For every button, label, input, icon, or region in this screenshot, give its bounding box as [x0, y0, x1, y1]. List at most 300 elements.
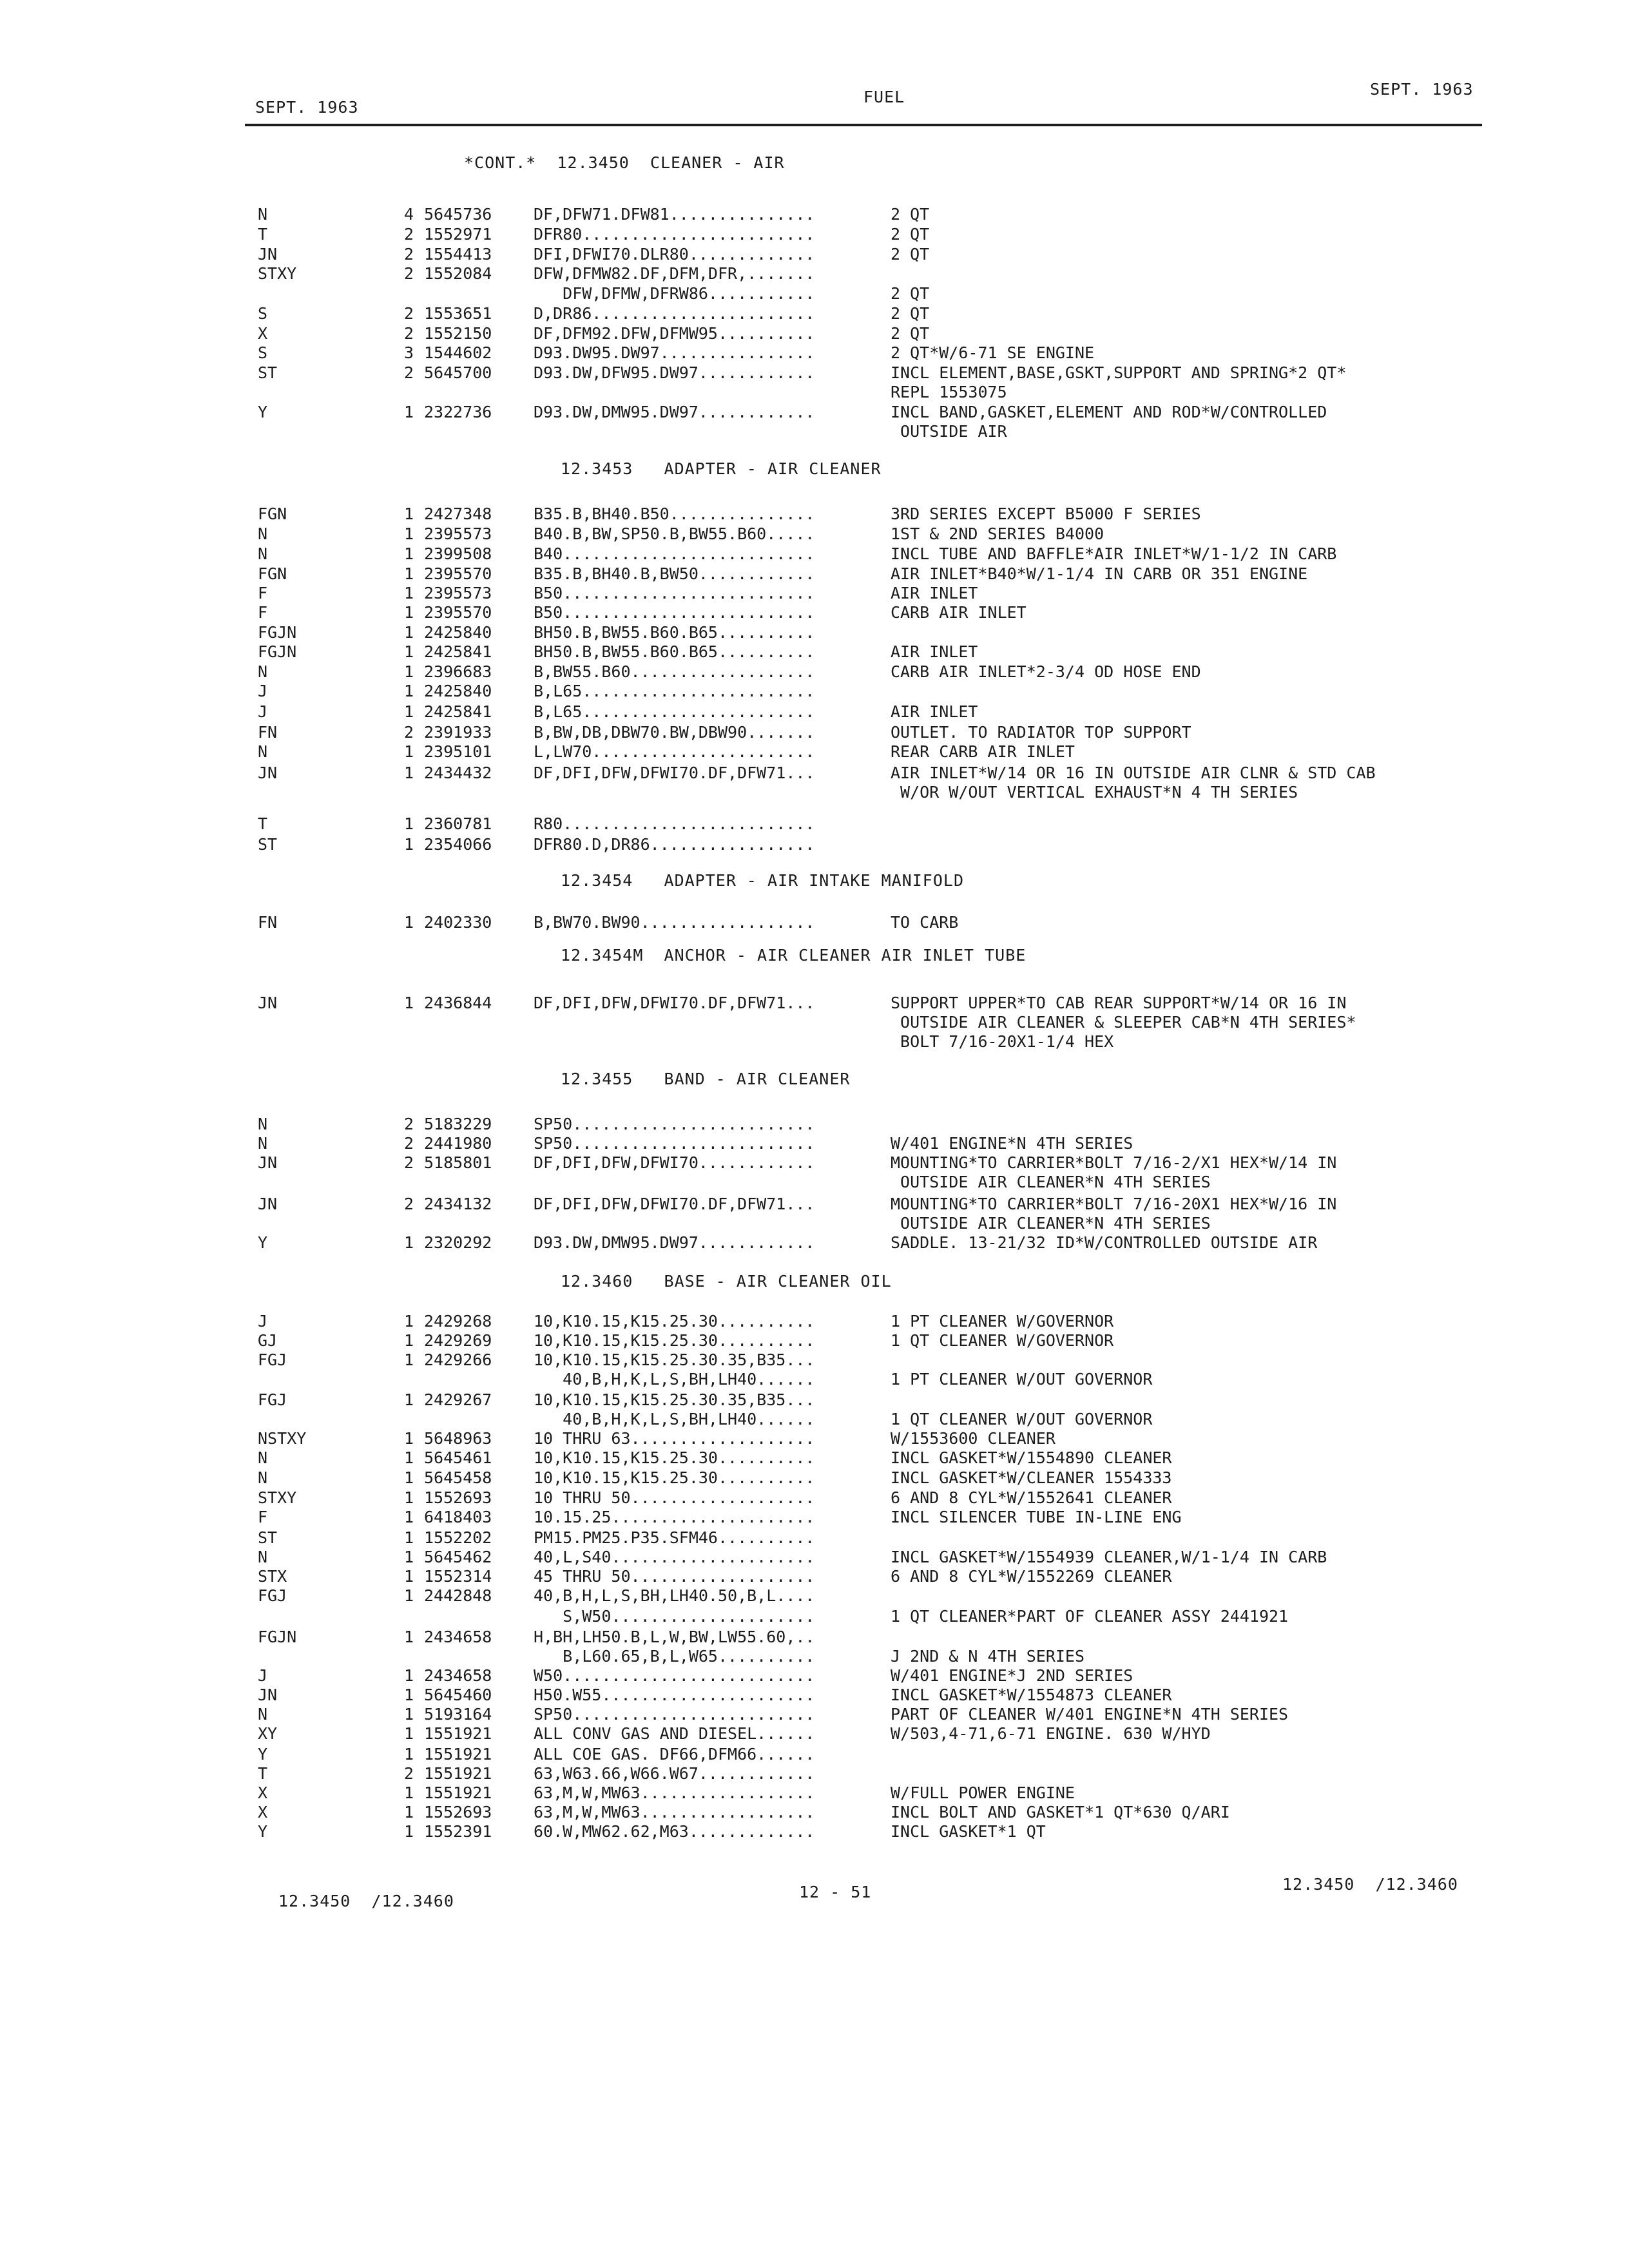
quantity: 1: [403, 603, 414, 622]
table-row: [258, 702, 1508, 722]
application: D93.DW95.DW97................: [534, 343, 815, 362]
model-code: FGJN: [258, 623, 297, 642]
application: 10,K10.15,K15.25.30..........: [534, 1448, 815, 1467]
quantity: 2: [403, 245, 414, 264]
model-code: FN: [258, 913, 278, 932]
remark: 6 AND 8 CYL*W/1552269 CLEANER: [891, 1567, 1172, 1586]
model-code: N: [258, 1468, 268, 1487]
part-number: 2425841: [424, 702, 492, 721]
part-number: 2434658: [424, 1666, 492, 1685]
part-number: 5645462: [424, 1548, 492, 1566]
part-number: 2436844: [424, 994, 492, 1012]
application: 10,K10.15,K15.25.30.35,B35...: [534, 1390, 815, 1409]
section-heading: 12.3454 ADAPTER - AIR INTAKE MANIFOLD: [561, 871, 964, 890]
remark: 2 QT*W/6-71 SE ENGINE: [891, 343, 1095, 362]
header-title: FUEL: [863, 88, 905, 106]
table-row: [258, 764, 1508, 783]
quantity: 1: [403, 1803, 414, 1821]
footer-right: 12.3450 /12.3460: [1282, 1875, 1458, 1894]
table-row: [258, 814, 1508, 834]
part-number: 1552084: [424, 264, 492, 283]
model-code: FGN: [258, 564, 287, 583]
table-row: [258, 544, 1508, 564]
quantity: 1: [403, 1548, 414, 1566]
table-row: [258, 505, 1508, 524]
part-number: 2395570: [424, 564, 492, 583]
table-row: [258, 1468, 1508, 1488]
remark: SADDLE. 13-21/32 ID*W/CONTROLLED OUTSIDE AIR: [891, 1233, 1318, 1252]
remark: INCL GASKET*W/CLEANER 1554333: [891, 1468, 1172, 1487]
quantity: 1: [403, 564, 414, 583]
application: D93.DW,DMW95.DW97............: [534, 403, 815, 421]
remark: SUPPORT UPPER*TO CAB REAR SUPPORT*W/14 OR 16 IN: [891, 994, 1347, 1012]
quantity: 1: [403, 662, 414, 681]
part-number: 2395573: [424, 524, 492, 543]
remark: W/401 ENGINE*N 4TH SERIES: [891, 1134, 1133, 1153]
application: BH50.B,BW55.B60.B65..........: [534, 642, 815, 661]
application: ALL CONV GAS AND DIESEL......: [534, 1724, 815, 1743]
model-code: N: [258, 544, 268, 563]
remark: OUTSIDE AIR: [891, 422, 1007, 441]
model-code: N: [258, 1548, 268, 1566]
application: B,L65........................: [534, 682, 815, 700]
application: DF,DFW71.DFW81...............: [534, 205, 815, 224]
table-row: [258, 403, 1508, 422]
table-row: [258, 723, 1508, 742]
table-row: [258, 642, 1508, 662]
model-code: FGJN: [258, 642, 297, 661]
table-row: [258, 1153, 1508, 1173]
application: 10,K10.15,K15.25.30..........: [534, 1331, 815, 1350]
table-row: [258, 1370, 1508, 1389]
table-row: [258, 584, 1508, 603]
table-row: [258, 783, 1508, 802]
model-code: T: [258, 814, 268, 833]
model-code: XY: [258, 1724, 278, 1743]
part-number: 6418403: [424, 1508, 492, 1526]
model-code: FGJ: [258, 1390, 287, 1409]
quantity: 1: [403, 505, 414, 523]
footer-left: 12.3450 /12.3460: [278, 1892, 454, 1910]
part-number: 2391933: [424, 723, 492, 742]
table-row: [258, 524, 1508, 544]
part-number: 2425840: [424, 682, 492, 700]
table-row: [258, 742, 1508, 762]
part-number: 5185801: [424, 1153, 492, 1172]
application: SP50.........................: [534, 1115, 815, 1133]
application: B50..........................: [534, 603, 815, 622]
application: 10,K10.15,K15.25.30..........: [534, 1312, 815, 1331]
table-row: [258, 1686, 1508, 1705]
table-row: [258, 264, 1508, 284]
part-number: 2320292: [424, 1233, 492, 1252]
table-row: [258, 1548, 1508, 1567]
table-row: [258, 1233, 1508, 1253]
table-row: [258, 1666, 1508, 1686]
quantity: 1: [403, 1586, 414, 1605]
model-code: N: [258, 742, 268, 761]
model-code: ST: [258, 835, 278, 854]
part-number: 2434132: [424, 1195, 492, 1213]
table-row: [258, 1567, 1508, 1586]
table-row: [258, 994, 1508, 1013]
part-number: 2402330: [424, 913, 492, 932]
application: D93.DW,DFW95.DW97............: [534, 363, 815, 382]
table-row: [258, 1448, 1508, 1468]
quantity: 1: [403, 642, 414, 661]
quantity: 1: [403, 742, 414, 761]
model-code: FGJN: [258, 1628, 297, 1646]
part-number: 1552391: [424, 1822, 492, 1841]
model-code: JN: [258, 1686, 278, 1704]
quantity: 2: [403, 304, 414, 323]
remark: W/OR W/OUT VERTICAL EXHAUST*N 4 TH SERIES: [891, 783, 1298, 802]
model-code: ST: [258, 363, 278, 382]
model-code: FGN: [258, 505, 287, 523]
table-row: [258, 1214, 1508, 1233]
application: DF,DFI,DFW,DFWI70.DF,DFW71...: [534, 1195, 815, 1213]
application: H,BH,LH50.B,L,W,BW,LW55.60,..: [534, 1628, 815, 1646]
quantity: 1: [403, 1705, 414, 1724]
quantity: 1: [403, 1488, 414, 1507]
remark: W/503,4-71,6-71 ENGINE. 630 W/HYD: [891, 1724, 1211, 1743]
application: 40,B,H,L,S,BH,LH40.50,B,L....: [534, 1586, 815, 1605]
part-number: 5645461: [424, 1448, 492, 1467]
model-code: N: [258, 1705, 268, 1724]
table-row: [258, 1032, 1508, 1052]
model-code: ST: [258, 1528, 278, 1547]
application: 45 THRU 50...................: [534, 1567, 815, 1586]
quantity: 4: [403, 205, 414, 224]
model-code: T: [258, 225, 268, 244]
model-code: JN: [258, 1195, 278, 1213]
application: DFI,DFWI70.DLR80.............: [534, 245, 815, 264]
table-row: [258, 343, 1508, 363]
table-row: [258, 1607, 1508, 1626]
quantity: 3: [403, 343, 414, 362]
application: SP50.........................: [534, 1134, 815, 1153]
part-number: 1552150: [424, 324, 492, 343]
application: SP50.........................: [534, 1705, 815, 1724]
remark: W/401 ENGINE*J 2ND SERIES: [891, 1666, 1133, 1685]
model-code: JN: [258, 994, 278, 1012]
part-number: 1551921: [424, 1783, 492, 1802]
table-row: [258, 1173, 1508, 1192]
quantity: 2: [403, 1115, 414, 1133]
part-number: 1551921: [424, 1764, 492, 1783]
application: L,LW70.......................: [534, 742, 815, 761]
application: B35.B,BH40.B50...............: [534, 505, 815, 523]
quantity: 1: [403, 1686, 414, 1704]
part-number: 1552314: [424, 1567, 492, 1586]
application: B50..........................: [534, 584, 815, 602]
table-row: [258, 913, 1508, 932]
quantity: 1: [403, 1724, 414, 1743]
model-code: T: [258, 1764, 268, 1783]
application: B40.B,BW,SP50.B,BW55.B60.....: [534, 524, 815, 543]
header-right-date: SEPT. 1963: [1370, 80, 1474, 99]
quantity: 2: [403, 225, 414, 244]
quantity: 1: [403, 682, 414, 700]
remark: AIR INLET: [891, 584, 978, 602]
application: B,L60.65,B,L,W65..........: [534, 1647, 815, 1666]
model-code: JN: [258, 764, 278, 782]
application: DF,DFI,DFW,DFWI70.DF,DFW71...: [534, 764, 815, 782]
quantity: 2: [403, 1153, 414, 1172]
application: DF,DFI,DFW,DFWI70............: [534, 1153, 815, 1172]
part-number: 2425840: [424, 623, 492, 642]
application: DFR80........................: [534, 225, 815, 244]
part-number: 2360781: [424, 814, 492, 833]
quantity: 1: [403, 1331, 414, 1350]
table-row: [258, 564, 1508, 584]
part-number: 1552202: [424, 1528, 492, 1547]
part-number: 5193164: [424, 1705, 492, 1724]
quantity: 1: [403, 1468, 414, 1487]
model-code: FGJ: [258, 1350, 287, 1369]
quantity: 1: [403, 1390, 414, 1409]
application: DF,DFM92.DFW,DFMW95..........: [534, 324, 815, 343]
application: 40,B,H,K,L,S,BH,LH40......: [534, 1410, 815, 1428]
section-heading: 12.3454M ANCHOR - AIR CLEANER AIR INLET TUBE: [561, 946, 1027, 965]
quantity: 2: [403, 324, 414, 343]
table-row: [258, 225, 1508, 244]
model-code: JN: [258, 1153, 278, 1172]
application: 63,M,W,MW63..................: [534, 1803, 815, 1821]
remark: 2 QT: [891, 205, 930, 224]
model-code: X: [258, 1783, 268, 1802]
application: B40..........................: [534, 544, 815, 563]
remark: 1 QT CLEANER W/OUT GOVERNOR: [891, 1410, 1153, 1428]
application: BH50.B,BW55.B60.B65..........: [534, 623, 815, 642]
part-number: 2429266: [424, 1350, 492, 1369]
model-code: N: [258, 524, 268, 543]
remark: 1 PT CLEANER W/GOVERNOR: [891, 1312, 1114, 1331]
quantity: 1: [403, 1312, 414, 1331]
part-number: 2442848: [424, 1586, 492, 1605]
quantity: 1: [403, 1745, 414, 1763]
model-code: F: [258, 1508, 268, 1526]
table-row: [258, 1508, 1508, 1527]
application: 40,B,H,K,L,S,BH,LH40......: [534, 1370, 815, 1389]
table-row: [258, 284, 1508, 303]
application: 10 THRU 50...................: [534, 1488, 815, 1507]
quantity: 2: [403, 723, 414, 742]
table-row: [258, 1115, 1508, 1134]
table-row: [258, 1488, 1508, 1508]
application: 60.W,MW62.62,M63.............: [534, 1822, 815, 1841]
part-number: 2434432: [424, 764, 492, 782]
header-left-date: SEPT. 1963: [255, 98, 359, 117]
table-row: [258, 1705, 1508, 1724]
part-number: 2425841: [424, 642, 492, 661]
table-row: [258, 1764, 1508, 1783]
quantity: 2: [403, 1134, 414, 1153]
table-row: [258, 1822, 1508, 1841]
table-row: [258, 1195, 1508, 1214]
part-number: 2395101: [424, 742, 492, 761]
model-code: N: [258, 1134, 268, 1153]
model-code: STXY: [258, 1488, 297, 1507]
table-row: [258, 383, 1508, 402]
application: D,DR86.......................: [534, 304, 815, 323]
table-row: [258, 1745, 1508, 1764]
remark: OUTSIDE AIR CLEANER & SLEEPER CAB*N 4TH SERIES*: [891, 1013, 1356, 1032]
application: 40,L,S40.....................: [534, 1548, 815, 1566]
section-heading: 12.3455 BAND - AIR CLEANER: [561, 1070, 851, 1088]
table-row: [258, 1410, 1508, 1429]
model-code: NSTXY: [258, 1429, 307, 1448]
table-row: [258, 304, 1508, 323]
remark: AIR INLET: [891, 642, 978, 661]
table-row: [258, 205, 1508, 224]
remark: INCL SILENCER TUBE IN-LINE ENG: [891, 1508, 1182, 1526]
model-code: Y: [258, 403, 268, 421]
model-code: Y: [258, 1233, 268, 1252]
part-number: 1552693: [424, 1803, 492, 1821]
remark: AIR INLET: [891, 702, 978, 721]
model-code: J: [258, 1312, 268, 1331]
quantity: 1: [403, 1508, 414, 1526]
remark: 1 QT CLEANER W/GOVERNOR: [891, 1331, 1114, 1350]
application: DF,DFI,DFW,DFWI70.DF,DFW71...: [534, 994, 815, 1012]
part-number: 2427348: [424, 505, 492, 523]
remark: PART OF CLEANER W/401 ENGINE*N 4TH SERIES: [891, 1705, 1289, 1724]
table-row: [258, 662, 1508, 682]
table-row: [258, 1134, 1508, 1153]
table-row: [258, 324, 1508, 343]
model-code: S: [258, 343, 268, 362]
quantity: 1: [403, 1567, 414, 1586]
remark: MOUNTING*TO CARRIER*BOLT 7/16-20X1 HEX*W/16 IN: [891, 1195, 1337, 1213]
application: 63,W63.66,W66.W67............: [534, 1764, 815, 1783]
application: W50..........................: [534, 1666, 815, 1685]
table-row: [258, 422, 1508, 441]
quantity: 1: [403, 994, 414, 1012]
header-rule: [245, 124, 1482, 126]
remark: 6 AND 8 CYL*W/1552641 CLEANER: [891, 1488, 1172, 1507]
remark: INCL BOLT AND GASKET*1 QT*630 Q/ARI: [891, 1803, 1230, 1821]
application: 10.15.25.....................: [534, 1508, 815, 1526]
section-heading: 12.3453 ADAPTER - AIR CLEANER: [561, 459, 882, 478]
quantity: 1: [403, 1429, 414, 1448]
remark: 1 QT CLEANER*PART OF CLEANER ASSY 2441921: [891, 1607, 1289, 1626]
remark: 2 QT: [891, 245, 930, 264]
quantity: 1: [403, 1528, 414, 1547]
remark: 3RD SERIES EXCEPT B5000 F SERIES: [891, 505, 1201, 523]
model-code: JN: [258, 245, 278, 264]
part-number: 1551921: [424, 1724, 492, 1743]
application: R80..........................: [534, 814, 815, 833]
quantity: 1: [403, 1783, 414, 1802]
quantity: 1: [403, 1233, 414, 1252]
quantity: 1: [403, 544, 414, 563]
model-code: J: [258, 682, 268, 700]
application: PM15.PM25.P35.SFM46..........: [534, 1528, 815, 1547]
part-number: 5645736: [424, 205, 492, 224]
quantity: 1: [403, 623, 414, 642]
model-code: F: [258, 584, 268, 602]
quantity: 1: [403, 835, 414, 854]
remark: TO CARB: [891, 913, 959, 932]
quantity: 1: [403, 913, 414, 932]
model-code: J: [258, 702, 268, 721]
remark: OUTSIDE AIR CLEANER*N 4TH SERIES: [891, 1214, 1211, 1233]
model-code: N: [258, 1448, 268, 1467]
application: S,W50.....................: [534, 1607, 815, 1626]
application: B35.B,BH40.B,BW50............: [534, 564, 815, 583]
part-number: 5645700: [424, 363, 492, 382]
part-number: 2434658: [424, 1628, 492, 1646]
quantity: 1: [403, 764, 414, 782]
model-code: GJ: [258, 1331, 278, 1350]
remark: INCL GASKET*W/1554890 CLEANER: [891, 1448, 1172, 1467]
table-row: [258, 1312, 1508, 1331]
remark: REAR CARB AIR INLET: [891, 742, 1075, 761]
part-number: 2322736: [424, 403, 492, 421]
remark: 2 QT: [891, 284, 930, 303]
table-row: [258, 1803, 1508, 1822]
table-row: [258, 1528, 1508, 1548]
part-number: 5645460: [424, 1686, 492, 1704]
quantity: 1: [403, 1350, 414, 1369]
quantity: 1: [403, 403, 414, 421]
remark: W/1553600 CLEANER: [891, 1429, 1055, 1448]
table-row: [258, 1647, 1508, 1666]
footer-page-number: 12 - 51: [799, 1883, 872, 1901]
table-row: [258, 1783, 1508, 1803]
application: 63,M,W,MW63..................: [534, 1783, 815, 1802]
part-number: 2429268: [424, 1312, 492, 1331]
quantity: 2: [403, 363, 414, 382]
remark: OUTLET. TO RADIATOR TOP SUPPORT: [891, 723, 1191, 742]
part-number: 5183229: [424, 1115, 492, 1133]
part-number: 5648963: [424, 1429, 492, 1448]
part-number: 1553651: [424, 304, 492, 323]
application: 10,K10.15,K15.25.30.35,B35...: [534, 1350, 815, 1369]
part-number: 2354066: [424, 835, 492, 854]
table-row: [258, 835, 1508, 854]
quantity: 2: [403, 264, 414, 283]
application: 10 THRU 63...................: [534, 1429, 815, 1448]
table-row: [258, 245, 1508, 264]
model-code: F: [258, 603, 268, 622]
application: B,BW70.BW90..................: [534, 913, 815, 932]
remark: W/FULL POWER ENGINE: [891, 1783, 1075, 1802]
application: B,BW55.B60...................: [534, 662, 815, 681]
part-number: 1554413: [424, 245, 492, 264]
remark: 2 QT: [891, 304, 930, 323]
model-code: Y: [258, 1745, 268, 1763]
remark: 2 QT: [891, 324, 930, 343]
table-row: [258, 682, 1508, 701]
application: D93.DW,DMW95.DW97............: [534, 1233, 815, 1252]
part-number: 2396683: [424, 662, 492, 681]
model-code: FGJ: [258, 1586, 287, 1605]
application: B,L65........................: [534, 702, 815, 721]
remark: BOLT 7/16-20X1-1/4 HEX: [891, 1032, 1114, 1051]
application: B,BW,DB,DBW70.BW,DBW90.......: [534, 723, 815, 742]
application: DFW,DFMW,DFRW86...........: [534, 284, 815, 303]
remark: INCL GASKET*W/1554873 CLEANER: [891, 1686, 1172, 1704]
model-code: X: [258, 324, 268, 343]
quantity: 1: [403, 584, 414, 602]
section-heading: 12.3460 BASE - AIR CLEANER OIL: [561, 1272, 892, 1291]
model-code: STXY: [258, 264, 297, 283]
section-heading: *CONT.* 12.3450 CLEANER - AIR: [464, 153, 785, 172]
table-row: [258, 1429, 1508, 1448]
part-number: 2429269: [424, 1331, 492, 1350]
